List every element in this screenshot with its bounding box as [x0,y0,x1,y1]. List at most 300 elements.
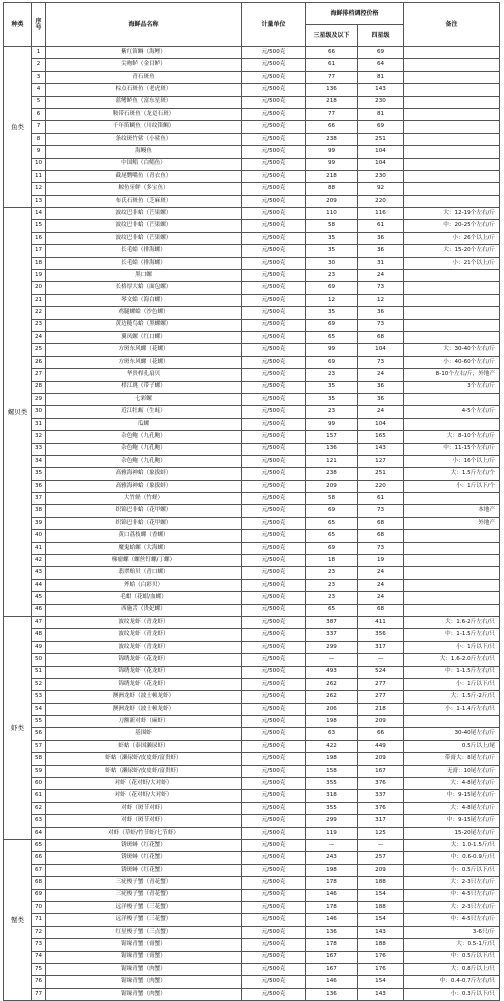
unit-cell: 元/500克 [242,951,306,963]
name-cell: 三疣梭子蟹（青花蟹） [46,889,242,901]
seq-cell: 11 [32,170,46,182]
tier3-price-cell: — [306,654,358,666]
unit-cell: 元/500克 [242,728,306,740]
name-cell: 华贵栉孔扇贝 [46,369,242,381]
name-cell: 翼凤螺（红口螺） [46,331,242,343]
seq-cell: 54 [32,703,46,715]
unit-cell: 元/500克 [242,393,306,405]
tier3-price-cell: 69 [306,356,358,368]
seq-cell: 39 [32,517,46,529]
unit-cell: 元/500克 [242,629,306,641]
table-row [4,728,500,740]
seq-cell: 43 [32,567,46,579]
name-cell: 锦绣龙虾（花龙虾） [46,654,242,666]
seq-cell: 58 [32,753,46,765]
name-cell: 织锦巴非蛤（花甲螺） [46,505,242,517]
name-cell: 杂色鲍（九孔鲍） [46,431,242,443]
note-cell: 小：1斤以下/个 [404,480,500,492]
note-cell: 中：0.4-0.7斤左右/只 [404,976,500,988]
tier3-price-cell: 65 [306,530,358,542]
note-cell [404,393,500,405]
unit-cell: 元/500克 [242,579,306,591]
table-row [4,232,500,244]
note-cell [404,47,500,59]
seq-cell: 32 [32,431,46,443]
tier3-price-cell: 318 [306,790,358,802]
note-cell: 小：1斤以下/只 [404,641,500,653]
tier3-price-cell: 299 [306,815,358,827]
table-row [4,418,500,430]
tier3-price-cell: 23 [306,567,358,579]
name-cell: 波纹巴非蛤（芒果螺） [46,220,242,232]
name-cell: 毛蚶（花蚶/血螺） [46,592,242,604]
note-cell: 15-20尾左右/斤 [404,827,500,839]
tier3-price-cell: 23 [306,592,358,604]
name-cell: 刀额新对虾（麻虾） [46,716,242,728]
name-cell: 梯瘤螺（螺丝钉螺/丁螺） [46,555,242,567]
note-cell [404,294,500,306]
header-row [4,3,500,25]
table-row [4,827,500,839]
seq-cell: 14 [32,208,46,220]
name-cell: 锯缘青蟹（膏蟹） [46,951,242,963]
note-cell [404,96,500,108]
tier4-price-cell: 143 [358,988,404,1000]
tier3-price-cell: 136 [306,84,358,96]
seq-cell: 35 [32,468,46,480]
tier4-price-cell: 81 [358,71,404,83]
seq-cell: 28 [32,381,46,393]
seq-cell: 21 [32,294,46,306]
unit-cell: 元/500克 [242,282,306,294]
table-row [4,926,500,938]
tier4-price-cell: 68 [358,604,404,616]
note-cell: 大：4-8尾左右/斤 [404,778,500,790]
seq-cell: 69 [32,889,46,901]
unit-cell: 元/500克 [242,369,306,381]
note-cell: 8-10个左右/斤，外地产 [404,369,500,381]
name-cell: 近江牡蛎（生蚝） [46,406,242,418]
name-cell: 波纹巴非蛤（芒果螺） [46,232,242,244]
seq-cell: 7 [32,121,46,133]
tier4-price-cell: 81 [358,108,404,120]
tier4-price-cell: 230 [358,170,404,182]
seq-cell: 23 [32,319,46,331]
name-cell: 虾蛄（泰国濑尿虾） [46,740,242,752]
tier3-price-cell: 23 [306,406,358,418]
tier3-price-cell: 23 [306,270,358,282]
table-row [4,678,500,690]
seq-cell: 22 [32,307,46,319]
table-row [4,331,500,343]
note-cell [404,146,500,158]
tier4-price-cell: 220 [358,195,404,207]
tier4-price-cell: 104 [358,418,404,430]
table-row [4,307,500,319]
unit-cell: 元/500克 [242,852,306,864]
table-row [4,133,500,145]
table-row [4,356,500,368]
seq-cell: 57 [32,740,46,752]
name-cell: 方斑东风螺（花螺） [46,344,242,356]
tier4-price-cell: 36 [358,245,404,257]
note-cell [404,418,500,430]
unit-cell: 元/500克 [242,790,306,802]
unit-cell: 元/500克 [242,542,306,554]
tier3-price-cell: 178 [306,901,358,913]
tier4-price-cell: 257 [358,852,404,864]
seq-cell: 71 [32,914,46,926]
unit-cell: 元/500克 [242,431,306,443]
seq-cell: 48 [32,629,46,641]
seq-cell: 56 [32,728,46,740]
table-row [4,592,500,604]
name-cell: 中国鲳（白鲳鱼） [46,158,242,170]
table-row [4,530,500,542]
seq-cell: 2 [32,59,46,71]
unit-header: 计量单位 [242,3,306,47]
note-cell [404,530,500,542]
tier3-price-cell: 198 [306,716,358,728]
unit-cell: 元/500克 [242,406,306,418]
tier4-price-cell: 12 [358,294,404,306]
tier4-price-cell: 524 [358,666,404,678]
note-cell: 中：4-5只左右/斤 [404,889,500,901]
tier4-price-cell: 24 [358,406,404,418]
seq-cell: 6 [32,108,46,120]
seq-cell: 19 [32,270,46,282]
table-row [4,654,500,666]
table-row [4,195,500,207]
tier3-price-cell: 198 [306,753,358,765]
tier4-price-cell: 24 [358,592,404,604]
table-row [4,703,500,715]
note-cell [404,592,500,604]
name-cell: 对虾（花对虾/大对虾） [46,790,242,802]
tier4-price-cell: 176 [358,951,404,963]
tier4-price-cell: 154 [358,889,404,901]
tier3-price-cell: 35 [306,307,358,319]
table-row [4,740,500,752]
tier3-price-cell: 218 [306,96,358,108]
tier3-price-cell: 136 [306,926,358,938]
tier3-price-cell: 35 [306,393,358,405]
tier3-price-cell: 77 [306,108,358,120]
table-row [4,877,500,889]
note-cell [404,59,500,71]
tier4-price-cell: 92 [358,183,404,195]
seq-cell: 68 [32,877,46,889]
note-cell [404,716,500,728]
unit-cell: 元/500克 [242,220,306,232]
unit-cell: 元/500克 [242,827,306,839]
unit-cell: 元/500克 [242,740,306,752]
seq-cell: 34 [32,455,46,467]
note-cell: 大：1.5斤-2斤/只 [404,691,500,703]
note-cell: 大：1.6-2斤左右/只 [404,616,500,628]
name-cell: 瓜螺 [46,418,242,430]
unit-cell: 元/500克 [242,914,306,926]
tier4-price-cell: 277 [358,678,404,690]
tier3-price-cell: 167 [306,951,358,963]
unit-cell: 元/500克 [242,963,306,975]
note-cell: 大：4-8尾左右/斤 [404,802,500,814]
table-row [4,480,500,492]
tier4-price-cell: 104 [358,344,404,356]
note-cell [404,307,500,319]
tier4-price-cell: 167 [358,765,404,777]
note-cell [404,331,500,343]
note-cell: 大：8-10个左右/斤 [404,431,500,443]
seq-cell: 55 [32,716,46,728]
unit-cell: 元/500克 [242,654,306,666]
tier3-price-cell: 206 [306,703,358,715]
tier3-price-cell: 209 [306,480,358,492]
seq-header: 序号 [32,3,46,47]
seq-cell: 16 [32,232,46,244]
tier3-price-cell: 69 [306,282,358,294]
note-cell: 本地产 [404,505,500,517]
table-row [4,183,500,195]
tier3-price-cell: 158 [306,765,358,777]
name-cell: 基围虾 [46,728,242,740]
table-row [4,802,500,814]
unit-cell: 元/500克 [242,232,306,244]
tier4-price-cell: 154 [358,976,404,988]
tier4-header: 四星级 [358,25,404,47]
seq-cell: 73 [32,939,46,951]
note-cell: 小：26个以上/斤 [404,232,500,244]
unit-cell: 元/500克 [242,666,306,678]
tier3-price-cell: 58 [306,220,358,232]
name-cell: 海鳗鱼 [46,146,242,158]
name-cell: 鸡腿螺蛤（沙色螺） [46,307,242,319]
note-cell: 大：1.5斤左右/个 [404,468,500,480]
name-cell: 黄口荔枝螺（香螺） [46,530,242,542]
tier3-header: 三星级及以下 [306,25,358,47]
tier3-price-cell: 18 [306,555,358,567]
tier3-price-cell: 23 [306,579,358,591]
unit-cell: 元/500克 [242,815,306,827]
note-cell [404,567,500,579]
note-cell [404,71,500,83]
unit-cell: 元/500克 [242,976,306,988]
unit-cell: 元/500克 [242,455,306,467]
unit-cell: 元/500克 [242,592,306,604]
table-row [4,616,500,628]
unit-cell: 元/500克 [242,170,306,182]
tier3-price-cell: 422 [306,740,358,752]
table-row [4,270,500,282]
name-cell: 对虾（花对虾/大对虾） [46,778,242,790]
unit-cell: 元/500克 [242,443,306,455]
name-cell: 条纹斑竹鲨（小鲨鱼） [46,133,242,145]
name-cell: 杂色鲍（九孔鲍） [46,443,242,455]
unit-cell: 元/500克 [242,641,306,653]
tier3-price-cell: 65 [306,517,358,529]
unit-cell: 元/500克 [242,307,306,319]
unit-cell: 元/500克 [242,158,306,170]
tier4-price-cell: 143 [358,84,404,96]
table-body [4,47,500,1001]
name-cell: 红星梭子蟹（三点蟹） [46,926,242,938]
tier3-price-cell: 146 [306,976,358,988]
note-cell: 大：2-3只左右/斤 [404,877,500,889]
name-cell: 对虾（斑节对虾） [46,802,242,814]
table-row [4,641,500,653]
tier3-price-cell: 337 [306,629,358,641]
name-cell: 织锦巴非蛤（花甲螺） [46,517,242,529]
table-row [4,988,500,1000]
table-header [4,3,500,47]
table-row [4,864,500,876]
unit-cell: 元/500克 [242,877,306,889]
tier4-price-cell: 68 [358,331,404,343]
seq-cell: 37 [32,493,46,505]
unit-cell: 元/500克 [242,183,306,195]
tier3-price-cell: 69 [306,542,358,554]
name-cell: 对虾（草虾/竹节虾/七节虾） [46,827,242,839]
tier4-price-cell: 64 [358,59,404,71]
seq-cell: 46 [32,604,46,616]
unit-cell: 元/500克 [242,245,306,257]
unit-cell: 元/500克 [242,47,306,59]
unit-cell: 元/500克 [242,517,306,529]
note-cell: 中：20-25个左右/斤 [404,220,500,232]
tier4-price-cell: 220 [358,480,404,492]
table-row [4,96,500,108]
unit-cell: 元/500克 [242,344,306,356]
seq-cell: 27 [32,369,46,381]
table-row [4,604,500,616]
name-cell: 远洋梭子蟹（三花蟹） [46,914,242,926]
seq-cell: 45 [32,592,46,604]
unit-cell: 元/500克 [242,765,306,777]
tier4-price-cell: 165 [358,431,404,443]
tier4-price-cell: 218 [358,703,404,715]
tier3-price-cell: 167 [306,963,358,975]
tier4-price-cell: 449 [358,740,404,752]
note-cell: 大：30-40个左右/斤 [404,344,500,356]
note-cell [404,183,500,195]
unit-cell: 元/500克 [242,703,306,715]
seq-cell: 31 [32,418,46,430]
unit-cell: 元/500克 [242,270,306,282]
note-cell [404,270,500,282]
unit-cell: 元/500克 [242,84,306,96]
name-cell: 棕点石斑鱼（老虎斑） [46,84,242,96]
seq-cell: 33 [32,443,46,455]
tier3-price-cell: 299 [306,641,358,653]
tier3-price-cell: 99 [306,344,358,356]
table-row [4,282,500,294]
table-row [4,815,500,827]
name-cell: 紫红笛鲷（海鲤） [46,47,242,59]
tier4-price-cell: 73 [358,282,404,294]
tier4-price-cell: 61 [358,220,404,232]
category-cell: 鱼类 [4,47,32,208]
name-cell: 青石斑鱼 [46,71,242,83]
tier3-price-cell: 61 [306,59,358,71]
unit-cell: 元/500克 [242,294,306,306]
tier4-price-cell: 209 [358,753,404,765]
table-row [4,493,500,505]
unit-cell: 元/500克 [242,988,306,1000]
tier4-price-cell: 176 [358,963,404,975]
category-cell: 蟹类 [4,840,32,1001]
name-cell: 三疣梭子蟹（青花蟹） [46,877,242,889]
seq-cell: 36 [32,480,46,492]
table-row [4,716,500,728]
unit-cell: 元/500克 [242,926,306,938]
name-cell: 锯缘青蟹（肉蟹） [46,976,242,988]
name-cell: 大竹蛏（竹蛏） [46,493,242,505]
tier3-price-cell: 355 [306,778,358,790]
seq-cell: 72 [32,926,46,938]
note-cell: 小：40-60个左右/斤 [404,356,500,368]
tier4-price-cell: 337 [358,790,404,802]
tier3-price-cell: 157 [306,431,358,443]
note-header: 备注 [404,3,500,47]
note-cell: 带膏大：8尾左右/斤 [404,753,500,765]
tier4-price-cell: 188 [358,901,404,913]
unit-cell: 元/500克 [242,468,306,480]
tier4-price-cell: 317 [358,641,404,653]
tier4-price-cell: 66 [358,728,404,740]
note-cell [404,579,500,591]
name-cell: 琴文蛤（海白螺） [46,294,242,306]
note-cell: 大：1.6-2.0斤左右/只 [404,654,500,666]
name-cell: 斧蛤（白彩贝） [46,579,242,591]
name-cell: 波纹龙虾（青龙虾） [46,616,242,628]
unit-cell: 元/500克 [242,901,306,913]
table-row [4,381,500,393]
note-cell: 外地产 [404,517,500,529]
seq-cell: 24 [32,331,46,343]
name-cell: 布氏石斑鱼（芝麻斑） [46,195,242,207]
name-cell: 锯缘青蟹（肉蟹） [46,963,242,975]
seq-cell: 10 [32,158,46,170]
seq-cell: 38 [32,505,46,517]
tier4-price-cell: 61 [358,493,404,505]
note-cell [404,158,500,170]
seq-cell: 75 [32,963,46,975]
tier4-price-cell: — [358,654,404,666]
tier4-price-cell: 143 [358,926,404,938]
note-cell [404,493,500,505]
tier3-price-cell: 99 [306,158,358,170]
table-row [4,257,500,269]
unit-cell: 元/500克 [242,71,306,83]
tier4-price-cell: 36 [358,307,404,319]
note-cell: 中：1-1.5斤左右/只 [404,666,500,678]
table-row [4,976,500,988]
unit-cell: 元/500克 [242,418,306,430]
seq-cell: 41 [32,542,46,554]
note-cell: 大：1.0-1.5斤/只 [404,840,500,852]
seq-cell: 44 [32,579,46,591]
name-cell: 锈斑蟳（红花蟹） [46,852,242,864]
table-row [4,753,500,765]
note-cell: 中：0.6-0.9斤/只 [404,852,500,864]
tier4-price-cell: 24 [358,369,404,381]
name-cell: 西施舌（贵妃螺） [46,604,242,616]
seq-cell: 50 [32,654,46,666]
tier3-price-cell: 66 [306,121,358,133]
seq-cell: 60 [32,778,46,790]
tier3-price-cell: 136 [306,443,358,455]
tier3-price-cell: 88 [306,183,358,195]
